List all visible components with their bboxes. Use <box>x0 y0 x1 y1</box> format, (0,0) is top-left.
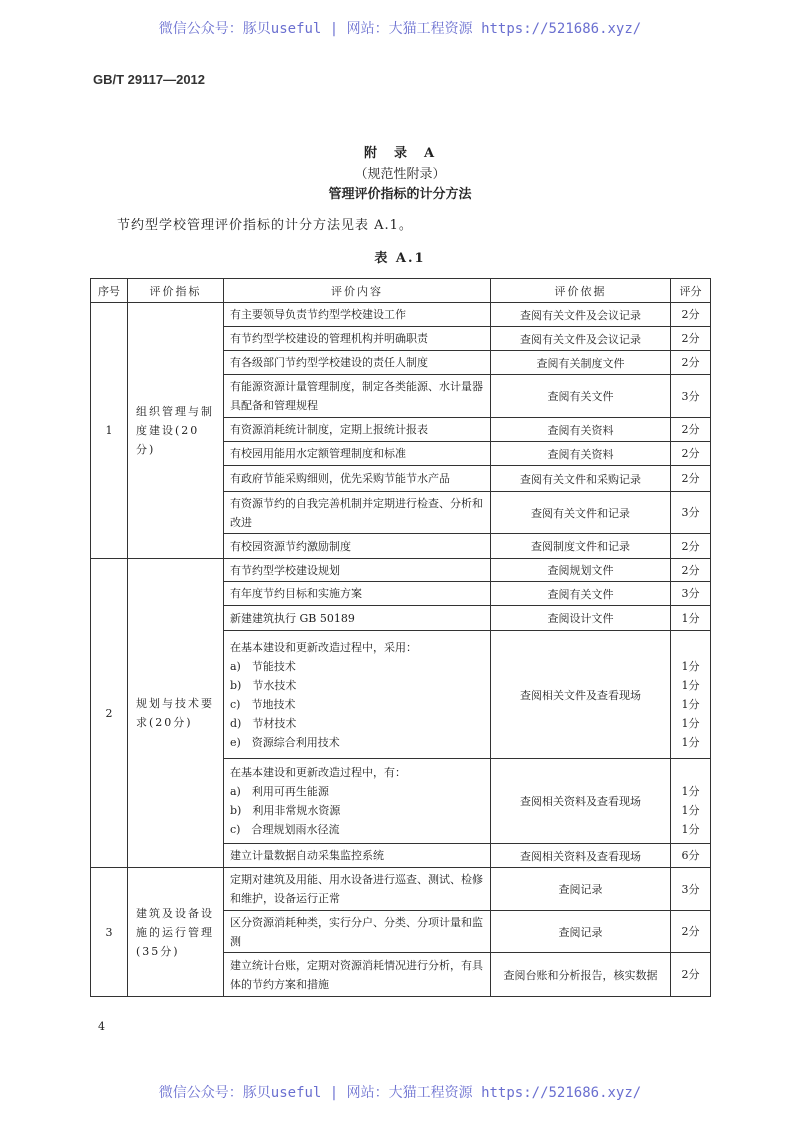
score-value: 2分 <box>681 925 700 938</box>
score-value: 2分 <box>681 539 700 553</box>
content-line: 有资源消耗统计制度，定期上报统计报表 <box>230 423 428 436</box>
score-value: 1分 <box>681 823 700 836</box>
content-line: d) 节材技术 <box>230 716 297 730</box>
score-value: 2分 <box>681 308 700 321</box>
score-value <box>671 763 710 782</box>
row-content <box>224 759 491 844</box>
row-score <box>671 351 711 375</box>
scoring-table <box>90 278 711 997</box>
score-value: 3分 <box>681 587 700 600</box>
table-row <box>91 559 711 582</box>
intro-text: 节约型学校管理评价指标的计分方法见表 A.1。 <box>117 218 413 233</box>
row-basis: 查阅设计文件 <box>491 606 671 631</box>
content-line: b) 利用非常规水资源 <box>230 804 341 817</box>
row-score <box>671 418 711 442</box>
score-value: 1分 <box>681 735 700 749</box>
score-value: 3分 <box>681 389 700 403</box>
row-score <box>671 606 711 631</box>
content-line: a) 节能技术 <box>230 659 296 673</box>
content-line: 有主要领导负责节约型学校建设工作 <box>230 308 406 321</box>
header-score: 评分 <box>671 279 711 303</box>
row-content <box>224 351 491 375</box>
content-line: 有年度节约目标和实施方案 <box>230 587 362 600</box>
score-value: 1分 <box>681 785 700 798</box>
row-indicator: 建筑及设备设施的运行管理(35分) <box>128 868 224 997</box>
score-value: 1分 <box>681 804 700 817</box>
row-content <box>224 953 491 997</box>
row-content <box>224 631 491 759</box>
row-score <box>671 492 711 534</box>
watermark-bottom: 微信公众号：豚贝useful | 网站：大猫工程资源 https://521686.xyz/ <box>158 1085 642 1101</box>
table-title: 表 A.1 <box>374 251 426 266</box>
row-score <box>671 375 711 418</box>
row-content <box>224 868 491 911</box>
row-basis: 查阅制度文件和记录 <box>491 534 671 559</box>
row-content <box>224 466 491 492</box>
standard-number: GB/T 29117—2012 <box>93 72 206 87</box>
row-basis: 查阅有关资料 <box>491 442 671 466</box>
row-score <box>671 582 711 606</box>
content-line: 在基本建设和更新改造过程中，采用： <box>230 640 417 654</box>
content-line: e) 资源综合利用技术 <box>230 735 340 749</box>
row-content <box>224 606 491 631</box>
row-score <box>671 442 711 466</box>
row-score <box>671 911 711 953</box>
row-index: 3 <box>91 868 128 997</box>
content-line: 有政府节能采购细则，优先采购节能节水产品 <box>230 472 450 485</box>
content-line: 有资源节约的自我完善机制并定期进行检查、分析和改进 <box>230 496 483 529</box>
header-basis: 评价依据 <box>491 279 671 303</box>
row-basis: 查阅相关文件及查看现场 <box>491 631 671 759</box>
row-basis: 查阅有关资料 <box>491 418 671 442</box>
row-score <box>671 559 711 582</box>
score-value: 6分 <box>681 849 700 862</box>
row-content <box>224 327 491 351</box>
content-line: 建立计量数据自动采集监控系统 <box>230 849 384 862</box>
row-basis: 查阅规划文件 <box>491 559 671 582</box>
row-score <box>671 303 711 327</box>
row-content <box>224 303 491 327</box>
row-basis: 查阅相关资料及查看现场 <box>491 759 671 844</box>
row-indicator: 组织管理与制度建设(20分) <box>128 303 224 559</box>
row-content <box>224 375 491 418</box>
score-value: 2分 <box>681 447 700 460</box>
row-indicator: 规划与技术要求(20分) <box>128 559 224 868</box>
table-header-row <box>91 279 711 303</box>
row-score <box>671 327 711 351</box>
content-line: 有节约型学校建设的管理机构并明确职责 <box>230 332 428 345</box>
content-line: 有各级部门节约型学校建设的责任人制度 <box>230 356 428 369</box>
row-basis: 查阅有关制度文件 <box>491 351 671 375</box>
row-basis: 查阅有关文件 <box>491 375 671 418</box>
score-value: 3分 <box>681 506 700 519</box>
content-line: 有节约型学校建设规划 <box>230 563 340 577</box>
page-number: 4 <box>98 1020 105 1033</box>
row-basis: 查阅有关文件及会议记录 <box>491 303 671 327</box>
row-basis: 查阅相关资料及查看现场 <box>491 844 671 868</box>
score-value: 1分 <box>681 611 700 625</box>
score-value: 2分 <box>681 332 700 345</box>
content-line: 区分资源消耗种类，实行分户、分类、分项计量和监测 <box>230 915 483 948</box>
content-line: 新建建筑执行 GB 50189 <box>230 611 355 625</box>
row-content <box>224 844 491 868</box>
row-basis: 查阅台账和分析报告，核实数据 <box>491 953 671 997</box>
content-line: 建立统计台账，定期对资源消耗情况进行分析，有具体的节约方案和措施 <box>230 958 483 991</box>
row-content <box>224 559 491 582</box>
content-line: c) 合理规划雨水径流 <box>230 823 340 836</box>
score-value: 2分 <box>681 472 700 485</box>
score-value: 1分 <box>681 716 700 730</box>
watermark-top: 微信公众号：豚贝useful | 网站：大猫工程资源 https://521686.xyz/ <box>158 21 642 37</box>
table-row <box>91 868 711 911</box>
content-line: 在基本建设和更新改造过程中，有： <box>230 766 406 779</box>
content-line: a) 利用可再生能源 <box>230 785 329 798</box>
score-value: 3分 <box>681 882 700 896</box>
content-line: 有校园资源节约激励制度 <box>230 539 351 553</box>
content-line: b) 节水技术 <box>230 678 297 692</box>
row-basis: 查阅有关文件和采购记录 <box>491 466 671 492</box>
score-value: 1分 <box>681 697 700 711</box>
row-content <box>224 442 491 466</box>
row-content <box>224 492 491 534</box>
table-row <box>91 303 711 327</box>
score-value: 2分 <box>681 563 700 577</box>
row-score <box>671 868 711 911</box>
header-indicator: 评价指标 <box>128 279 224 303</box>
row-basis: 查阅有关文件及会议记录 <box>491 327 671 351</box>
row-index: 1 <box>91 303 128 559</box>
score-value <box>671 638 710 657</box>
row-content <box>224 582 491 606</box>
content-line: 定期对建筑及用能、用水设备进行巡查、测试、检修和维护，设备运行正常 <box>230 873 483 905</box>
content-line: 有能源资源计量管理制度，制定各类能源、水计量器具配备和管理规程 <box>230 380 483 412</box>
row-score <box>671 844 711 868</box>
row-score <box>671 953 711 997</box>
score-value: 2分 <box>681 968 700 981</box>
row-score <box>671 466 711 492</box>
score-value: 2分 <box>681 356 700 369</box>
content-line: c) 节地技术 <box>230 697 296 711</box>
row-score <box>671 631 711 759</box>
content-line: 有校园用能用水定额管理制度和标准 <box>230 447 406 460</box>
score-value: 1分 <box>681 678 700 692</box>
row-score <box>671 759 711 844</box>
row-content <box>224 911 491 953</box>
header-content: 评价内容 <box>224 279 491 303</box>
row-basis: 查阅有关文件 <box>491 582 671 606</box>
row-index: 2 <box>91 559 128 868</box>
row-content <box>224 418 491 442</box>
row-basis: 查阅记录 <box>491 911 671 953</box>
score-value: 1分 <box>681 659 700 673</box>
row-content <box>224 534 491 559</box>
row-score <box>671 534 711 559</box>
score-value: 2分 <box>681 423 700 436</box>
row-basis: 查阅记录 <box>491 868 671 911</box>
appendix-type: （规范性附录） <box>354 167 446 182</box>
appendix-subtitle: 管理评价指标的计分方法 <box>328 187 472 202</box>
header-index: 序号 <box>91 279 128 303</box>
row-basis: 查阅有关文件和记录 <box>491 492 671 534</box>
appendix-title: 附 录 A <box>363 146 437 161</box>
